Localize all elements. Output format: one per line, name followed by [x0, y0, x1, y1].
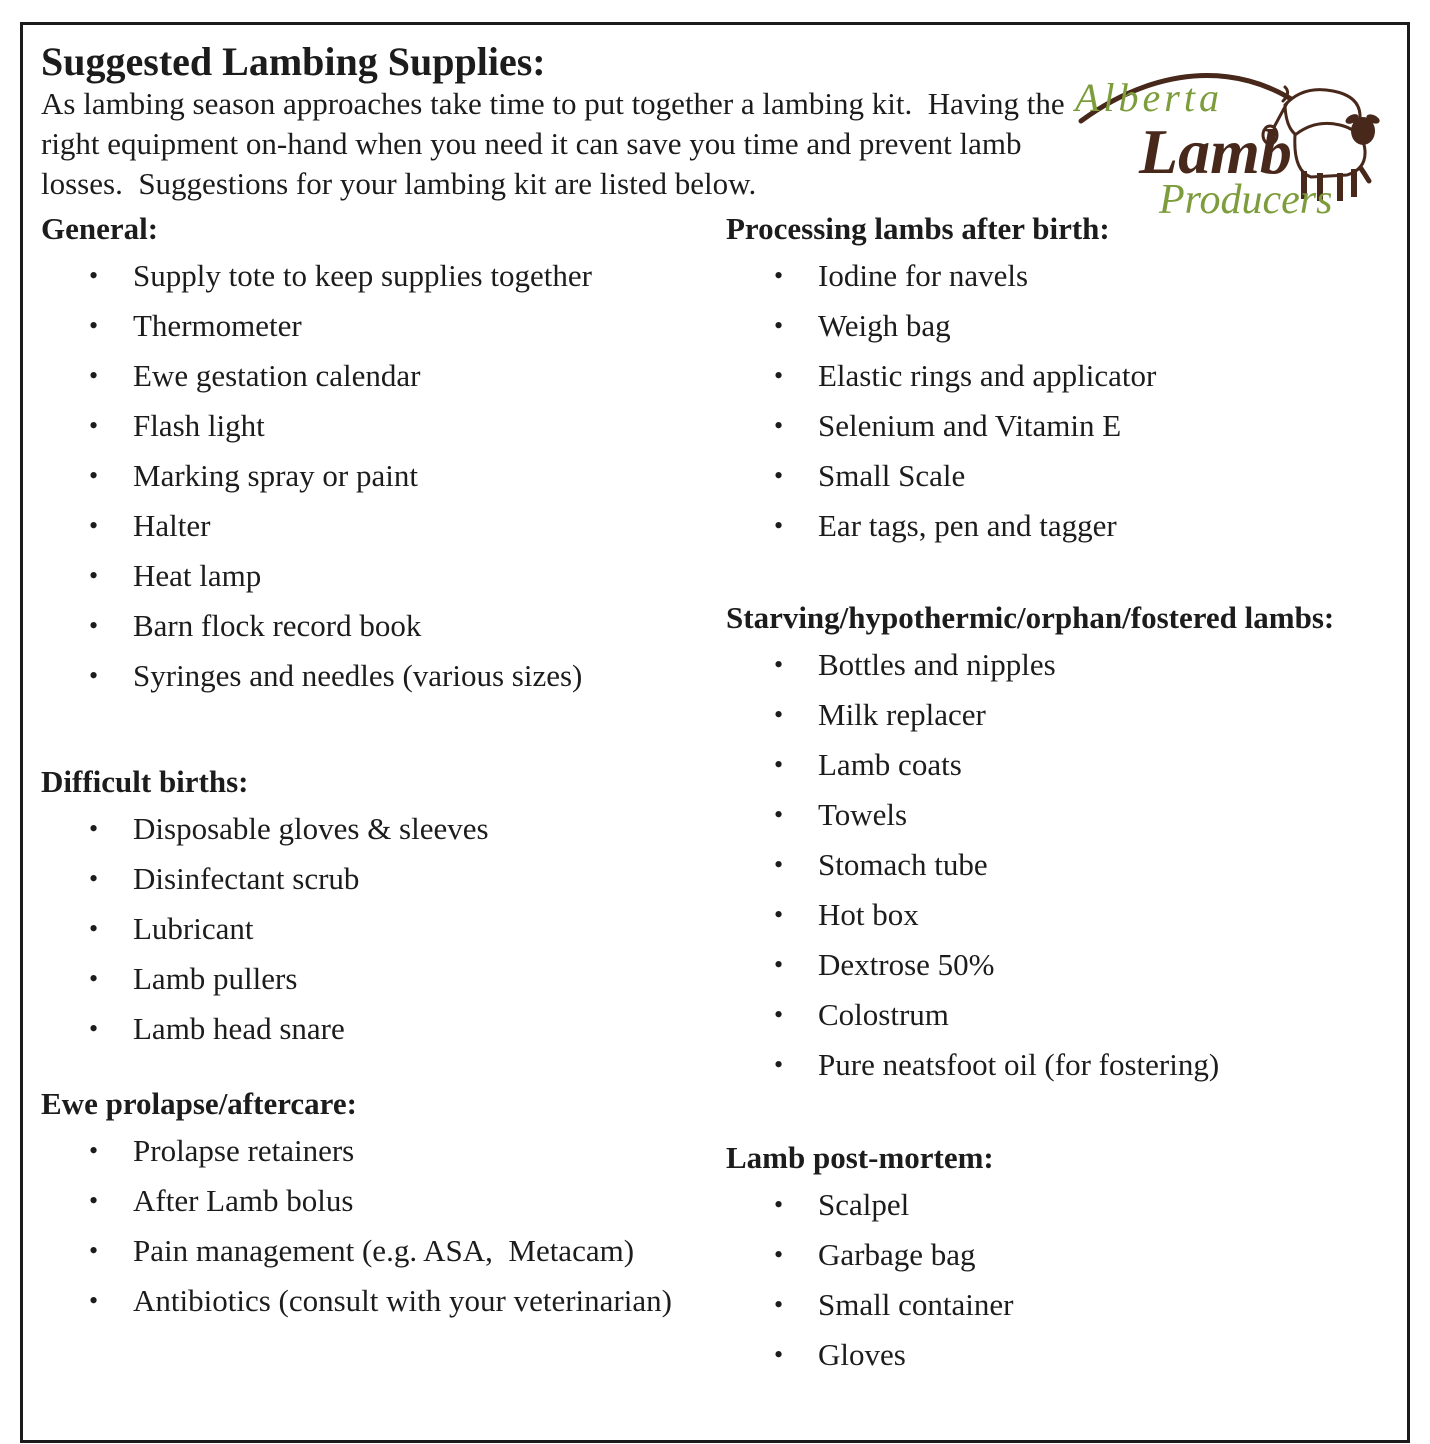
- bullet-icon: •: [89, 661, 99, 690]
- bullet-icon: •: [774, 950, 784, 979]
- list-item: [41, 510, 726, 542]
- list-item: [726, 999, 1389, 1031]
- bullet-icon: •: [774, 750, 784, 779]
- list-item: [41, 410, 726, 442]
- list-item-text: Ewe gestation calendar: [133, 358, 421, 393]
- bullet-icon: •: [89, 261, 99, 290]
- bullet-icon: •: [774, 1340, 784, 1369]
- supply-section: [726, 601, 1389, 1081]
- list-item-text: Lamb coats: [818, 747, 962, 782]
- section-heading: Processing lambs after birth:: [726, 211, 1110, 246]
- list-item-text: Selenium and Vitamin E: [818, 408, 1122, 443]
- bullet-icon: •: [774, 511, 784, 540]
- list-item: [726, 699, 1389, 731]
- bullet-icon: •: [89, 1286, 99, 1315]
- intro-line: losses. Suggestions for your lambing kit are listed below.: [41, 166, 757, 201]
- list-item-text: Iodine for navels: [818, 258, 1029, 293]
- bullet-icon: •: [89, 914, 99, 943]
- supply-list: [41, 260, 726, 692]
- document-page: [20, 22, 1410, 1443]
- list-item: [41, 1185, 726, 1217]
- list-item: [726, 749, 1389, 781]
- bullet-icon: •: [89, 611, 99, 640]
- page-title: Suggested Lambing Supplies:: [41, 39, 546, 84]
- list-item-text: Ear tags, pen and tagger: [818, 508, 1117, 543]
- bullet-icon: •: [774, 361, 784, 390]
- list-item-text: Small container: [818, 1287, 1014, 1322]
- bullet-icon: •: [774, 800, 784, 829]
- bullet-icon: •: [89, 361, 99, 390]
- list-item: [726, 310, 1389, 342]
- list-item-text: Pain management (e.g. ASA, Metacam): [133, 1233, 635, 1268]
- list-item-text: Milk replacer: [818, 697, 986, 732]
- list-item-text: Barn flock record book: [133, 608, 422, 643]
- list-item: [41, 310, 726, 342]
- list-item: [726, 1189, 1389, 1221]
- list-item-text: Lubricant: [133, 911, 254, 946]
- list-item-text: Lamb pullers: [133, 961, 298, 996]
- supply-list: [41, 1135, 726, 1317]
- bullet-icon: •: [774, 1290, 784, 1319]
- list-item: [41, 260, 726, 292]
- left-column: [41, 212, 726, 1389]
- right-column: [726, 212, 1389, 1389]
- list-item: [726, 1049, 1389, 1081]
- supply-list: [726, 649, 1389, 1081]
- two-column-list-area: [41, 212, 1389, 1389]
- bullet-icon: •: [89, 1186, 99, 1215]
- logo-text-alberta: Alberta: [1075, 75, 1223, 120]
- bullet-icon: •: [774, 900, 784, 929]
- list-item-text: Prolapse retainers: [133, 1133, 355, 1168]
- intro-line: As lambing season approaches take time to put together a lambing kit. Having the: [41, 86, 1065, 121]
- list-item: [726, 1339, 1389, 1371]
- bullet-icon: •: [89, 561, 99, 590]
- list-item-text: Dextrose 50%: [818, 947, 995, 982]
- bullet-icon: •: [774, 700, 784, 729]
- bullet-icon: •: [774, 850, 784, 879]
- list-item-text: Bottles and nipples: [818, 647, 1056, 682]
- list-item: [41, 1285, 726, 1317]
- list-item-text: Scalpel: [818, 1187, 910, 1222]
- section-heading: Difficult births:: [41, 764, 249, 799]
- list-item: [41, 1135, 726, 1167]
- bullet-icon: •: [89, 461, 99, 490]
- list-item-text: Supply tote to keep supplies together: [133, 258, 592, 293]
- list-item: [726, 899, 1389, 931]
- list-item: [726, 1289, 1389, 1321]
- bullet-icon: •: [774, 1240, 784, 1269]
- list-item-text: Weigh bag: [818, 308, 951, 343]
- list-item: [41, 1235, 726, 1267]
- bullet-icon: •: [774, 650, 784, 679]
- bullet-icon: •: [774, 311, 784, 340]
- bullet-icon: •: [89, 864, 99, 893]
- list-item-text: Antibiotics (consult with your veterinarian): [133, 1283, 672, 1318]
- logo-text-lamb: Lamb: [1139, 116, 1292, 187]
- section-heading: General:: [41, 211, 159, 246]
- bullet-icon: •: [774, 261, 784, 290]
- list-item: [726, 799, 1389, 831]
- bullet-icon: •: [774, 1000, 784, 1029]
- list-item-text: Heat lamp: [133, 558, 262, 593]
- bullet-icon: •: [774, 461, 784, 490]
- list-item: [41, 813, 726, 845]
- supply-section: [726, 1141, 1389, 1371]
- list-item: [726, 460, 1389, 492]
- supply-list: [726, 1189, 1389, 1371]
- list-item-text: Hot box: [818, 897, 919, 932]
- list-item: [41, 610, 726, 642]
- bullet-icon: •: [89, 1236, 99, 1265]
- list-item: [726, 410, 1389, 442]
- bullet-icon: •: [89, 411, 99, 440]
- bullet-icon: •: [89, 311, 99, 340]
- list-item: [41, 560, 726, 592]
- list-item: [41, 863, 726, 895]
- list-item-text: Thermometer: [133, 308, 302, 343]
- list-item: [726, 649, 1389, 681]
- list-item-text: Halter: [133, 508, 211, 543]
- list-item-text: Marking spray or paint: [133, 458, 418, 493]
- list-item-text: Gloves: [818, 1337, 906, 1372]
- list-item-text: Garbage bag: [818, 1237, 976, 1272]
- supply-section: [726, 212, 1389, 542]
- list-item: [726, 510, 1389, 542]
- supply-section: [41, 1087, 726, 1317]
- bullet-icon: •: [89, 814, 99, 843]
- list-item-text: Colostrum: [818, 997, 949, 1032]
- list-item: [726, 360, 1389, 392]
- bullet-icon: •: [89, 1136, 99, 1165]
- bullet-icon: •: [89, 964, 99, 993]
- list-item-text: Syringes and needles (various sizes): [133, 658, 583, 693]
- list-item-text: Lamb head snare: [133, 1011, 345, 1046]
- intro-line: right equipment on-hand when you need it can save you time and prevent lamb: [41, 126, 1022, 161]
- section-heading: Lamb post-mortem:: [726, 1140, 994, 1175]
- bullet-icon: •: [89, 511, 99, 540]
- list-item-text: Towels: [818, 797, 908, 832]
- list-item: [41, 913, 726, 945]
- list-item-text: Disinfectant scrub: [133, 861, 360, 896]
- list-item: [41, 963, 726, 995]
- list-item-text: Flash light: [133, 408, 265, 443]
- section-heading: Ewe prolapse/aftercare:: [41, 1086, 357, 1121]
- list-item: [41, 460, 726, 492]
- list-item-text: Small Scale: [818, 458, 966, 493]
- list-item: [726, 949, 1389, 981]
- section-heading: Starving/hypothermic/orphan/fostered lambs:: [726, 600, 1335, 635]
- list-item: [726, 260, 1389, 292]
- list-item: [41, 360, 726, 392]
- alberta-lamb-producers-logo: [1073, 53, 1391, 221]
- bullet-icon: •: [774, 411, 784, 440]
- supply-list: [41, 813, 726, 1045]
- list-item: [41, 1013, 726, 1045]
- list-item: [726, 849, 1389, 881]
- list-item: [726, 1239, 1389, 1271]
- list-item-text: After Lamb bolus: [133, 1183, 354, 1218]
- list-item-text: Disposable gloves & sleeves: [133, 811, 489, 846]
- bullet-icon: •: [89, 1014, 99, 1043]
- supply-list: [726, 260, 1389, 542]
- list-item: [41, 660, 726, 692]
- logo-text-producers: Producers: [1159, 177, 1333, 221]
- list-item-text: Elastic rings and applicator: [818, 358, 1157, 393]
- list-item-text: Pure neatsfoot oil (for fostering): [818, 1047, 1220, 1082]
- bullet-icon: •: [774, 1050, 784, 1079]
- list-item-text: Stomach tube: [818, 847, 988, 882]
- bullet-icon: •: [774, 1190, 784, 1219]
- supply-section: [41, 765, 726, 1045]
- supply-section: [41, 212, 726, 692]
